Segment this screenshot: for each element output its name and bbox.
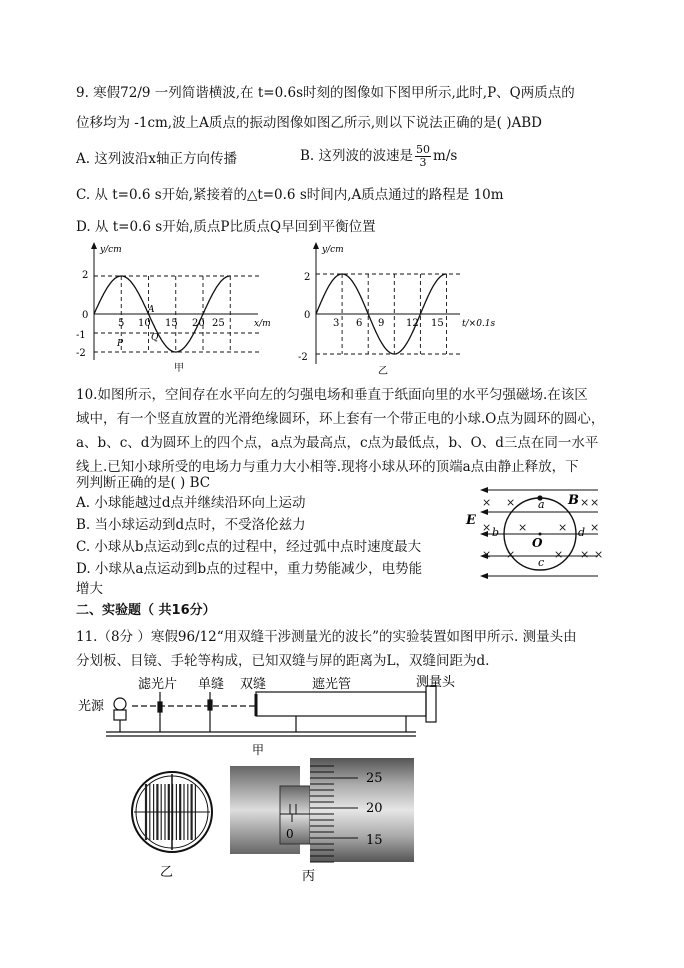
magnetic-cross: ×: [590, 496, 600, 509]
point-p-label: P: [117, 339, 124, 349]
magnetic-cross: ×: [482, 521, 492, 534]
point-q-label: Q: [151, 333, 159, 343]
label-light-source: 光源: [78, 699, 105, 714]
xtick-20: 20: [192, 318, 205, 329]
q10-line5: 列判断正确的是( ) BC: [76, 475, 211, 491]
y-axis-label: y/cm: [322, 245, 344, 255]
micrometer-thimble: [310, 758, 414, 862]
scale-15: 15: [366, 833, 383, 848]
q10-option-b: B. 当小球运动到d点时，不受洛伦兹力: [76, 517, 306, 533]
point-a-label: A: [148, 305, 155, 315]
y-axis-arrow: [91, 242, 97, 249]
magnetic-cross: ×: [506, 548, 516, 561]
label-double-slit: 双缝: [240, 677, 267, 692]
field-arrow: [480, 487, 488, 493]
sleeve-zero: 0: [286, 827, 294, 841]
xtick-6: 6: [356, 318, 363, 329]
label-single-slit: 单缝: [198, 677, 225, 692]
shading-tube: [256, 692, 426, 716]
ytick-neg2: -2: [76, 348, 86, 359]
q9-stem-line1: 9. 寒假72/9 一列简谐横波,在 t=0.6s时刻的图像如下图甲所示,此时,P、Q两质点的: [76, 85, 575, 101]
label-measure-head: 测量头: [416, 675, 456, 690]
light-source-bulb: [114, 698, 126, 710]
label-b-point: b: [492, 526, 500, 539]
q10-option-a: A. 小球能越过d点并继续沿环向上运动: [76, 495, 306, 511]
caption-yi: 乙: [160, 865, 174, 880]
graph-caption-yi: 乙: [378, 366, 388, 377]
y-axis-arrow: [313, 242, 319, 249]
xtick-15: 15: [165, 318, 178, 329]
label-c: c: [538, 556, 545, 569]
q11-line2: 分划板、目镜、手轮等构成，已知双缝与屏的距离为L，双缝间距为d.: [76, 653, 490, 669]
q10-line4: 线上.已知小球所受的电场力与重力大小相等.现将小球从环的顶端a点由静止释放，下: [76, 459, 579, 475]
field-arrow: [480, 573, 488, 579]
magnetic-cross: ×: [590, 521, 600, 534]
magnetic-cross: ×: [580, 496, 590, 509]
q10-line1: 10.如图所示，空间存在水平向左的匀强电场和垂直于纸面向里的水平匀强磁场.在该区: [76, 387, 588, 403]
section-heading: 二、实验题（ 共16分）: [76, 603, 216, 618]
xtick-25: 25: [212, 318, 225, 329]
q10-option-d-line1: D. 小球从a点运动到b点的过程中，重力势能减少，电势能: [76, 561, 423, 577]
q10-option-d-line2: 增大: [76, 581, 103, 597]
q9-option-b-unit: m/s: [433, 148, 458, 164]
x-axis-label: x/m: [254, 319, 271, 329]
label-e: E: [466, 513, 476, 528]
ytick-neg2: -2: [298, 352, 308, 363]
caption-jia: 甲: [252, 743, 265, 757]
magnetic-cross: ×: [506, 496, 516, 509]
scale-25: 25: [366, 771, 383, 786]
graph-caption-jia: 甲: [174, 363, 184, 374]
fraction-denominator: 3: [419, 156, 427, 169]
ytick-2: 2: [82, 270, 89, 281]
magnetic-cross: ×: [558, 521, 568, 534]
light-source-housing: [114, 710, 126, 720]
t-axis-label: t/×0.1s: [462, 319, 496, 329]
label-tube: 遮光管: [312, 677, 352, 692]
q9-option-b: [300, 144, 457, 169]
q9-option-a: A. 这列波沿x轴正方向传播: [76, 151, 237, 167]
apparatus-figure: [76, 672, 456, 757]
magnetic-cross: ×: [518, 521, 528, 534]
q9-option-b-fraction: [415, 144, 431, 169]
measure-head: [426, 686, 436, 722]
q9-stem-line2: 位移均为 -1cm,波上A质点的振动图像如图乙所示,则以下说法正确的是( )ABD: [76, 115, 542, 131]
label-a: a: [538, 498, 545, 511]
single-slit-plate: [208, 700, 212, 710]
label-d: d: [578, 526, 586, 539]
xtick-5: 5: [118, 318, 125, 329]
label-o: O: [532, 536, 543, 550]
magnetic-cross: ×: [594, 548, 604, 561]
field-ring-figure: [464, 484, 614, 580]
xtick-3: 3: [333, 318, 340, 329]
vibration-graph-yi: [300, 240, 510, 380]
label-b: B: [568, 493, 579, 508]
magnetic-cross: ×: [482, 496, 492, 509]
q11-line1: 11.（8分 ）寒假96/12“用双缝干涉测量光的波长”的实验装置如图甲所示. 测量头由: [76, 629, 577, 645]
xtick-12: 12: [406, 318, 419, 329]
q9-option-b-text: B. 这列波的波速是: [300, 148, 414, 164]
magnetic-cross: ×: [580, 548, 590, 561]
xtick-15: 15: [431, 318, 444, 329]
ytick-2: 2: [304, 272, 311, 283]
wave-graph-jia: [76, 240, 290, 380]
fraction-numerator: 50: [416, 143, 431, 156]
label-filter: 滤光片: [138, 677, 178, 692]
caption-bing: 丙: [302, 869, 316, 884]
field-arrow: [480, 509, 488, 515]
micrometer-figure: [230, 756, 420, 886]
scale-20: 20: [366, 801, 383, 816]
q9-option-c: C. 从 t=0.6 s开始,紧接着的△t=0.6 s时间内,A质点通过的路程是 10m: [76, 187, 504, 203]
magnetic-cross: ×: [554, 548, 564, 561]
q9-option-d: D. 从 t=0.6 s开始,质点P比质点Q早回到平衡位置: [76, 219, 376, 235]
magnetic-cross: ×: [482, 548, 492, 561]
y-axis-label: y/cm: [100, 245, 122, 255]
reticle-figure: [124, 762, 224, 882]
xtick-10: 10: [138, 318, 151, 329]
ytick-0: 0: [82, 310, 89, 321]
q10-line3: a、b、c、d为圆环上的四个点，a点为最高点，c点为最低点，b、O、d三点在同一水平: [76, 435, 599, 451]
q10-option-c: C. 小球从b点运动到c点的过程中，经过弧中点时速度最大: [76, 539, 422, 555]
q10-line2: 域中，有一个竖直放置的光滑绝缘圆环，环上套有一个带正电的小球.O点为圆环的圆心，: [76, 411, 605, 427]
ytick-neg1: -1: [76, 330, 86, 341]
xtick-9: 9: [378, 318, 385, 329]
filter-lens: [158, 702, 162, 712]
ytick-0: 0: [304, 310, 311, 321]
micrometer-sleeve: [280, 786, 310, 844]
